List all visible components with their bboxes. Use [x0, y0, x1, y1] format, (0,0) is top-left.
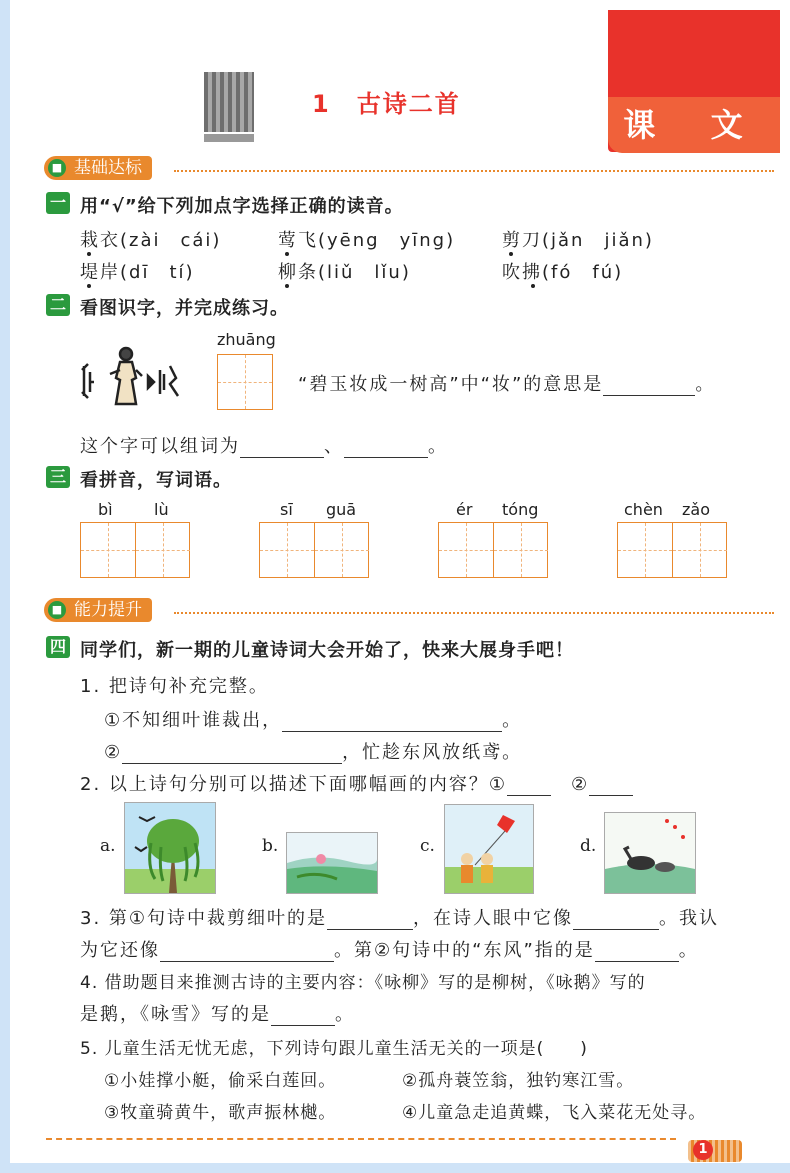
lesson-title	[312, 84, 461, 119]
q4-part3-blank-2[interactable]	[573, 911, 659, 930]
q1-item[interactable]: 柳条(liǔ lǐu)	[278, 262, 411, 283]
q2-number: 二	[46, 294, 70, 316]
emphasis-dot	[285, 284, 289, 288]
q3-pinyin: guā	[326, 500, 357, 519]
q4-part3-blank-3[interactable]	[160, 943, 334, 962]
q4-part3-line2: 为它还像 。第②句诗中的“东风”指的是 。	[80, 940, 699, 961]
q4-part1b-prefix: ②	[104, 742, 123, 763]
q2-writing-grid[interactable]	[217, 354, 273, 410]
q4-option-1[interactable]: ①小娃撑小艇，偷采白莲回。	[104, 1071, 337, 1091]
q2-meaning-blank[interactable]	[603, 377, 695, 396]
book-icon: ■	[48, 601, 66, 619]
q3-pinyin: bì	[98, 500, 113, 519]
q4-part3-blank-4[interactable]	[595, 943, 679, 962]
q2-sentence: “碧玉妆成一树高”中“妆”的意思是 。	[298, 374, 716, 395]
q1-text: 用“√”给下列加点字选择正确的读音。	[80, 196, 404, 217]
q2-text: 看图识字，并完成练习。	[80, 298, 289, 319]
q2-word-blank-1[interactable]	[240, 439, 324, 458]
q3-pinyin: tóng	[502, 500, 539, 519]
emphasis-dot	[531, 284, 535, 288]
q4-poem-blank-1[interactable]	[282, 713, 502, 732]
corner-label: 课 文	[608, 97, 780, 153]
pic-c-kite[interactable]	[444, 804, 534, 894]
q4-part1a: ①不知细叶谁裁出， 。	[104, 710, 523, 731]
q1-item[interactable]: 堤岸(dī tí)	[80, 262, 195, 283]
q4-part3-line1	[80, 904, 719, 930]
pic-b-lotus-boat[interactable]	[286, 832, 378, 894]
q4-part2b-text: ②	[571, 774, 590, 795]
emphasis-dot	[509, 252, 513, 256]
q4-option-3[interactable]: ③牧童骑黄牛，歌声振林樾。	[104, 1103, 337, 1123]
q4-part3-mid: ，在诗人眼中它像	[413, 908, 574, 929]
q4-part1a-text: ①不知细叶谁裁出，	[104, 710, 283, 731]
page-number: 1	[693, 1140, 713, 1160]
q4-part1b	[104, 738, 522, 764]
pic-d-geese[interactable]	[604, 812, 696, 894]
q1-item[interactable]: 吹拂(fó fú)	[502, 262, 624, 283]
q3-pinyin: zǎo	[682, 500, 710, 519]
q4-part1-title: 1. 把诗句补充完整。	[80, 676, 269, 697]
q4-option-4[interactable]: ④儿童急走追黄蝶，飞入菜花无处寻。	[402, 1103, 707, 1123]
book-icon: ■	[48, 159, 66, 177]
q4-part1b-suffix: ，忙趁东风放纸鸢。	[342, 742, 523, 763]
q3-pinyin: ér	[456, 500, 473, 519]
q4-part3-line2b: 。第②句诗中的“东风”指的是	[334, 940, 595, 961]
section-divider	[174, 612, 774, 614]
q2-sentence-text: “碧玉妆成一树高”中“妆”的意思是	[298, 374, 604, 395]
q4-poem-blank-2[interactable]	[122, 745, 342, 764]
q3-pinyin: lù	[154, 500, 169, 519]
q4-part4-line2-text: 是鹅，《咏雪》写的是	[80, 1004, 271, 1025]
section-basic-badge	[44, 156, 152, 180]
q1-item[interactable]: 莺飞(yēng yīng)	[278, 230, 456, 251]
q4-part3-line2-text: 为它还像	[80, 940, 160, 961]
lesson-number: 1	[312, 90, 331, 118]
q3-text: 看拼音，写词语。	[80, 470, 232, 491]
q1-number: 一	[46, 192, 70, 214]
pic-label-b: b.	[262, 836, 279, 856]
q2-pinyin: zhuāng	[217, 330, 276, 349]
q3-number: 三	[46, 466, 70, 488]
qr-code-caption	[204, 134, 254, 142]
q3-writing-grid[interactable]	[617, 522, 727, 578]
q4-part2	[80, 770, 633, 796]
emphasis-dot	[285, 252, 289, 256]
pic-label-a: a.	[100, 836, 116, 856]
q4-part3-end: 。我认	[659, 908, 720, 929]
q2-words-text: 这个字可以组词为	[80, 436, 240, 457]
q3-pinyin: chèn	[624, 500, 663, 519]
q4-part4-line2: 是鹅，《咏雪》写的是 。	[80, 1004, 355, 1025]
qr-code[interactable]	[204, 72, 254, 132]
q3-writing-grid[interactable]	[259, 522, 369, 578]
pic-a-willow[interactable]	[124, 802, 216, 894]
q4-part4-blank[interactable]	[271, 1007, 335, 1026]
section-advanced-badge	[44, 598, 152, 622]
q3-writing-grid[interactable]	[438, 522, 548, 578]
q4-pic-blank-2[interactable]	[589, 777, 633, 796]
q1-item[interactable]: 栽衣(zài cái)	[80, 230, 222, 251]
q1-item[interactable]: 剪刀(jǎn jiǎn)	[502, 230, 654, 251]
q3-pinyin: sī	[280, 500, 293, 519]
q4-option-2[interactable]: ②孤舟蓑笠翁，独钓寒江雪。	[402, 1071, 635, 1091]
section-basic-title: 基础达标	[74, 158, 142, 178]
q4-part3-text: 3. 第①句诗中裁剪细叶的是	[80, 908, 328, 929]
q2-words: 这个字可以组词为 、 。	[80, 436, 448, 457]
q2-word-blank-2[interactable]	[344, 439, 428, 458]
pic-label-d: d.	[580, 836, 597, 856]
q4-pic-blank-1[interactable]	[507, 777, 551, 796]
section-advanced-title: 能力提升	[74, 600, 142, 620]
emphasis-dot	[87, 284, 91, 288]
section-divider	[174, 170, 774, 172]
footer-divider	[46, 1138, 676, 1140]
emphasis-dot	[87, 252, 91, 256]
q4-text: 同学们，新一期的儿童诗词大会开始了，快来大展身手吧！	[80, 640, 574, 661]
q4-number: 四	[46, 636, 70, 658]
q4-part3-blank-1[interactable]	[327, 911, 413, 930]
q3-writing-grid[interactable]	[80, 522, 190, 578]
lesson-name: 古诗二首	[356, 90, 461, 118]
character-evolution-illustration	[80, 344, 190, 416]
q4-part4-line1: 4. 借助题目来推测古诗的主要内容：《咏柳》写的是柳树，《咏鹅》写的	[80, 973, 646, 993]
pic-label-c: c.	[420, 836, 435, 856]
q4-part5: 5. 儿童生活无忧无虑，下列诗句跟儿童生活无关的一项是( )	[80, 1039, 588, 1059]
q4-part2-text: 2. 以上诗句分别可以描述下面哪幅画的内容？①	[80, 774, 508, 795]
